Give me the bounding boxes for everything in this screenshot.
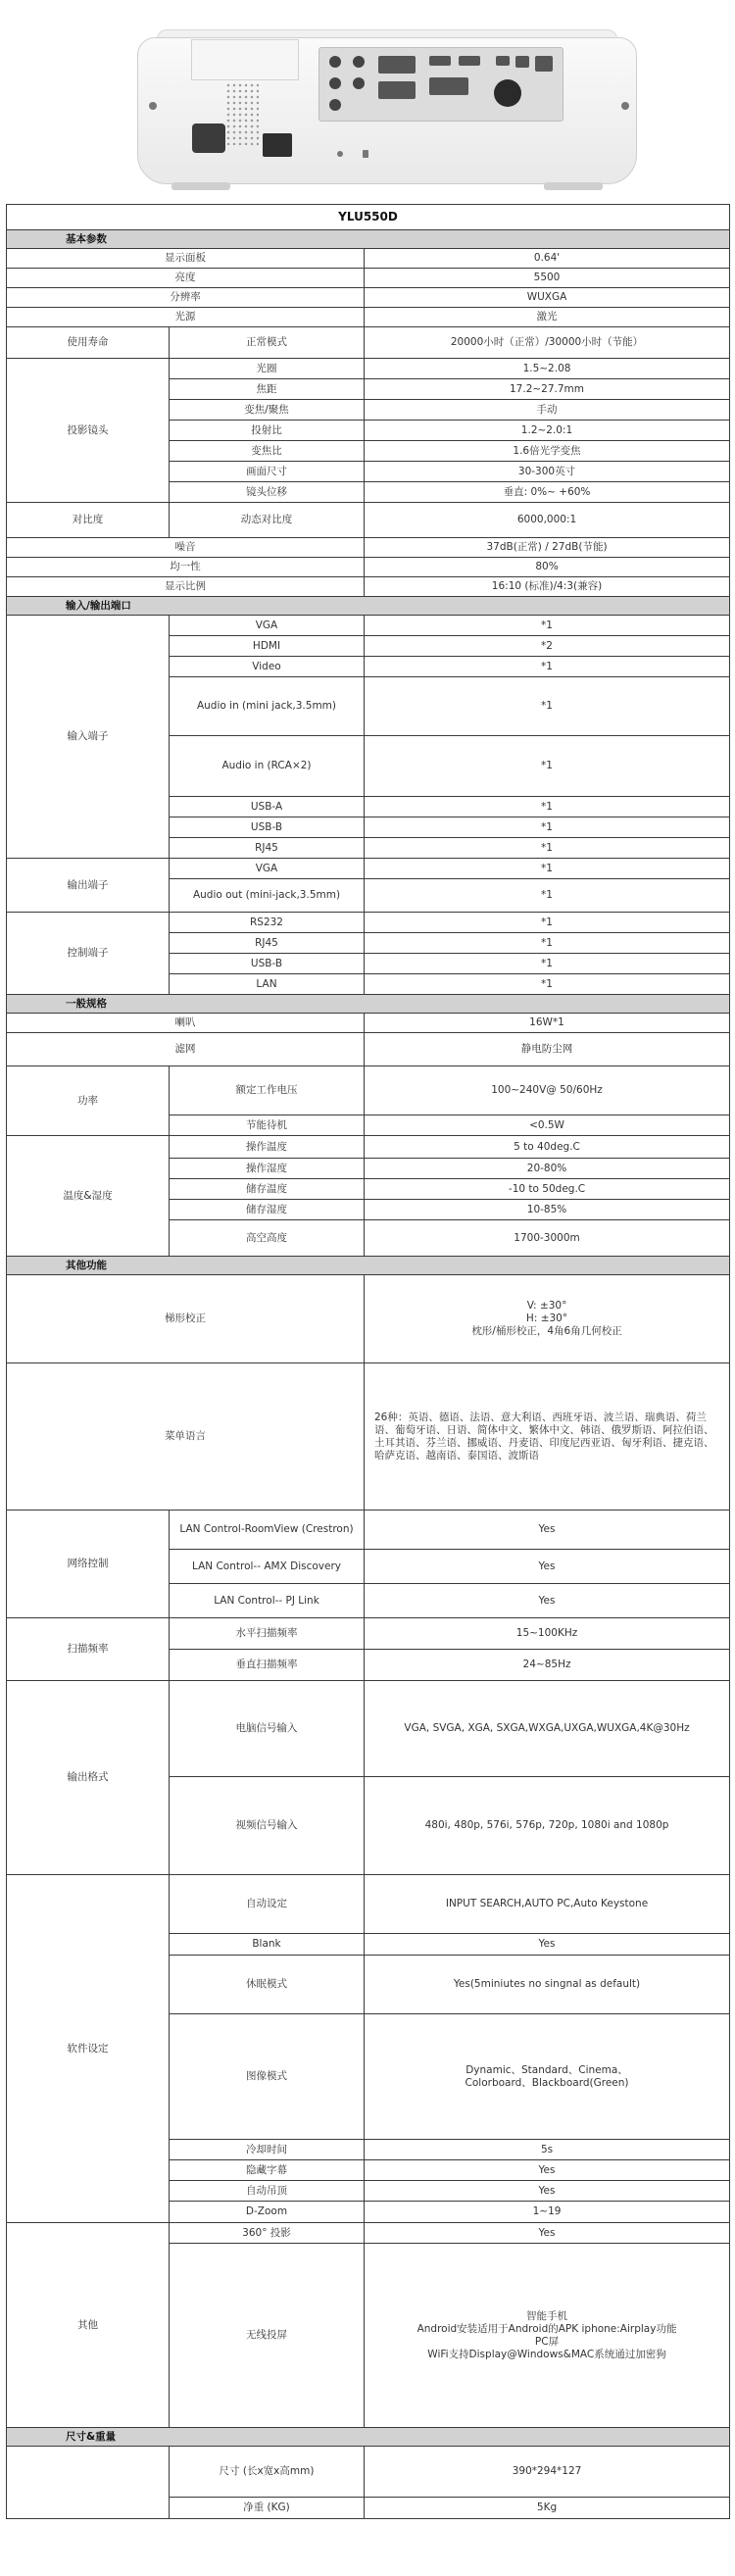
section-basic: 基本参数 [7,230,730,249]
spec-value: *1 [365,954,730,974]
spec-sublabel: 正常模式 [170,327,365,359]
spec-value: Yes [365,1550,730,1584]
spec-label: 梯形校正 [7,1275,365,1363]
section-general: 一般规格 [7,995,730,1014]
spec-label: 其他 [7,2223,170,2428]
spec-value: 5s [365,2140,730,2160]
keystone-line: 枕形/桶形校正，4角6角几何校正 [471,1325,622,1337]
spec-label: 使用寿命 [7,327,170,359]
projector-cover-door [191,39,299,80]
spec-sublabel: 隐藏字幕 [170,2160,365,2181]
spec-sublabel: Blank [170,1934,365,1956]
spec-sublabel: 高空高度 [170,1220,365,1257]
spec-sublabel: 水平扫描频率 [170,1618,365,1650]
spec-value: 1700-3000m [365,1220,730,1257]
spec-sublabel: 焦距 [170,379,365,400]
spec-value: 30-300英寸 [365,462,730,482]
spec-value: 5Kg [365,2498,730,2519]
spec-label: 输出端子 [7,859,170,913]
spec-value: WUXGA [365,288,730,308]
spec-label: 噪音 [7,538,365,558]
spec-value: *1 [365,797,730,817]
vga-out-port-icon [429,77,468,95]
spec-sublabel: 自动吊顶 [170,2181,365,2202]
spec-value: INPUT SEARCH,AUTO PC,Auto Keystone [365,1875,730,1934]
spec-table [6,204,730,2519]
spec-value: 17.2~27.7mm [365,379,730,400]
spec-value: 5 to 40deg.C [365,1136,730,1159]
spec-value: 10-85% [365,1200,730,1220]
wireless-line: PC屏 [534,2335,560,2348]
spec-value: Yes(5miniutes no singnal as default) [365,1956,730,2014]
audio-jack-icon [329,56,341,68]
spec-label: 投影镜头 [7,359,170,503]
spec-sublabel: 图像模式 [170,2014,365,2140]
usb-a-port-icon [496,56,510,66]
spec-value: *1 [365,677,730,736]
wireless-line: 智能手机 [526,2309,568,2322]
spec-label: 喇叭 [7,1014,365,1033]
vga-port-icon [378,56,416,74]
spec-label: 功率 [7,1066,170,1136]
spec-sublabel: 变焦比 [170,441,365,462]
spec-value: 15~100KHz [365,1618,730,1650]
spec-label: 温度&湿度 [7,1136,170,1257]
io-panel [318,47,564,122]
spec-label: 扫描频率 [7,1618,170,1681]
spec-value: 静电防尘网 [365,1033,730,1066]
spec-sublabel: 光圈 [170,359,365,379]
spec-sublabel: 画面尺寸 [170,462,365,482]
spec-value: VGA, SVGA, XGA, SXGA,WXGA,UXGA,WUXGA,4K@30Hz [365,1681,730,1777]
spec-sublabel: Audio in (RCA×2) [170,736,365,797]
spec-value: *1 [365,616,730,636]
spec-label: 网络控制 [7,1511,170,1618]
spec-sublabel: 视频信号输入 [170,1777,365,1875]
spec-sublabel: USB-B [170,954,365,974]
spec-label: 均一性 [7,558,365,577]
spec-value [365,2244,730,2428]
spec-value: *1 [365,933,730,954]
spec-sublabel: VGA [170,859,365,879]
spec-sublabel: HDMI [170,636,365,657]
spec-label: 输入端子 [7,616,170,859]
rca-jack-icon [353,77,365,89]
projector-foot [544,182,603,190]
spec-sublabel: LAN Control-RoomView (Crestron) [170,1511,365,1550]
spec-value: 37dB(正常) / 27dB(节能) [365,538,730,558]
keystone-line: V: ±30° [526,1300,567,1312]
spec-sublabel: 尺寸 (长x宽x高mm) [170,2447,365,2498]
spec-sublabel: LAN Control-- AMX Discovery [170,1550,365,1584]
wireless-line: Android安装适用于Android的APK iphone:Airplay功能 [416,2322,677,2335]
spec-sublabel: 变焦/聚焦 [170,400,365,421]
spec-value: 1.5~2.08 [365,359,730,379]
spec-value: 0.64' [365,249,730,269]
spec-value: 80% [365,558,730,577]
spec-value: 垂直: 0%~ +60% [365,482,730,503]
screw-icon [149,102,157,110]
spec-value: *1 [365,838,730,859]
spec-sublabel: 储存温度 [170,1179,365,1200]
spec-sublabel: 净重 (KG) [170,2498,365,2519]
spec-value: *1 [365,657,730,677]
spec-label-empty [7,2447,170,2519]
spec-value: Yes [365,2223,730,2244]
hdmi-port-icon [429,56,451,66]
spec-value: *1 [365,974,730,995]
spec-label: 亮度 [7,269,365,288]
spec-value: *1 [365,817,730,838]
spec-value: 6000,000:1 [365,503,730,538]
spec-value: *1 [365,913,730,933]
spec-label: 显示面板 [7,249,365,269]
spec-label: 软件设定 [7,1875,170,2223]
audio-jack-icon [329,99,341,111]
spec-sublabel: 垂直扫描频率 [170,1650,365,1681]
spec-sublabel: 节能待机 [170,1115,365,1136]
spec-sublabel: LAN [170,974,365,995]
spec-value: 手动 [365,400,730,421]
product-photo [0,0,735,204]
spec-value: 26种：英语、德语、法语、意大利语、西班牙语、波兰语、瑞典语、荷兰语、葡萄牙语、日语、简体中文、繁体中文、韩语、俄罗斯语、阿拉伯语、土耳其语、芬兰语、挪威语、丹麦语、印度尼西亚语、匈牙利语、捷克语、哈萨克语、越南语、泰国语、波斯语 [365,1363,730,1511]
spec-value: 激光 [365,308,730,327]
spec-value: 16W*1 [365,1014,730,1033]
keystone-line: H: ±30° [525,1313,568,1324]
spec-label: 控制端子 [7,913,170,995]
rj45-port-icon [535,56,553,72]
section-other: 其他功能 [7,1257,730,1275]
spec-sublabel: Audio out (mini-jack,3.5mm) [170,879,365,913]
spec-sublabel: 休眠模式 [170,1956,365,2014]
spec-label: 对比度 [7,503,170,538]
spec-value: 1.6倍光学变焦 [365,441,730,462]
spec-sublabel: RJ45 [170,933,365,954]
power-switch-icon [263,133,292,157]
spec-label: 滤网 [7,1033,365,1066]
spec-sublabel: RS232 [170,913,365,933]
lock-icon [363,150,368,158]
spec-value: -10 to 50deg.C [365,1179,730,1200]
spec-sublabel: USB-B [170,817,365,838]
spec-value: *1 [365,879,730,913]
vent-grille [225,82,259,145]
audio-jack-icon [329,77,341,89]
spec-sublabel: 操作温度 [170,1136,365,1159]
rs232-port-icon [378,81,416,99]
spec-value: Yes [365,2160,730,2181]
spec-value: 20-80% [365,1159,730,1179]
spec-sublabel: 储存湿度 [170,1200,365,1220]
spec-value: 20000小时（正常）/30000小时（节能） [365,327,730,359]
spec-value: *2 [365,636,730,657]
spec-sublabel: 投射比 [170,421,365,441]
power-socket-icon [192,124,225,153]
rca-jack-icon [353,56,365,68]
spec-value: Dynamic、Standard、Cinema、Colorboard、Blackboard(Green) [365,2014,730,2140]
spec-sublabel: 额定工作电压 [170,1066,365,1115]
spec-value: Yes [365,2181,730,2202]
spec-label: 分辨率 [7,288,365,308]
wireless-line: WiFi支持Display@Windows&MAC系统通过加密狗 [427,2348,666,2360]
spec-sublabel: 动态对比度 [170,503,365,538]
spec-value: 480i, 480p, 576i, 576p, 720p, 1080i and 1080p [365,1777,730,1875]
spec-value: 5500 [365,269,730,288]
indicator-light-icon [337,151,343,157]
spec-sublabel: LAN Control-- PJ Link [170,1584,365,1618]
spec-value: Yes [365,1934,730,1956]
spec-label: 光源 [7,308,365,327]
spec-value: 100~240V@ 50/60Hz [365,1066,730,1115]
spec-label: 输出格式 [7,1681,170,1875]
spec-sublabel: USB-A [170,797,365,817]
spec-value: 16:10 (标准)/4:3(兼容) [365,577,730,597]
spec-value: Yes [365,1584,730,1618]
spec-value: 24~85Hz [365,1650,730,1681]
product-title: YLU550D [7,205,730,230]
projector-foot [172,182,230,190]
spec-label: 显示比例 [7,577,365,597]
spec-sublabel: 冷却时间 [170,2140,365,2160]
spec-sublabel: 无线投屏 [170,2244,365,2428]
hdmi-port-icon [459,56,480,66]
spec-sublabel: 操作湿度 [170,1159,365,1179]
spec-sublabel: Audio in (mini jack,3.5mm) [170,677,365,736]
title-row [7,205,730,230]
spec-value: 390*294*127 [365,2447,730,2498]
spec-sublabel: RJ45 [170,838,365,859]
section-size: 尺寸&重量 [7,2428,730,2447]
spec-sublabel: Video [170,657,365,677]
spec-sublabel: 电脑信号输入 [170,1681,365,1777]
spec-value: <0.5W [365,1115,730,1136]
section-io: 输入/输出端口 [7,597,730,616]
spec-value: Yes [365,1511,730,1550]
screw-icon [621,102,629,110]
spec-value: *1 [365,859,730,879]
spec-value: 1.2~2.0:1 [365,421,730,441]
usb-b-port-icon [515,56,529,68]
spec-sublabel: 自动设定 [170,1875,365,1934]
spec-value: *1 [365,736,730,797]
spec-value [365,1275,730,1363]
speaker-grille-icon [494,79,521,107]
spec-label: 菜单语言 [7,1363,365,1511]
spec-value: 1~19 [365,2202,730,2223]
spec-sublabel: VGA [170,616,365,636]
spec-sublabel: 镜头位移 [170,482,365,503]
spec-sublabel: 360° 投影 [170,2223,365,2244]
spec-sublabel: D-Zoom [170,2202,365,2223]
